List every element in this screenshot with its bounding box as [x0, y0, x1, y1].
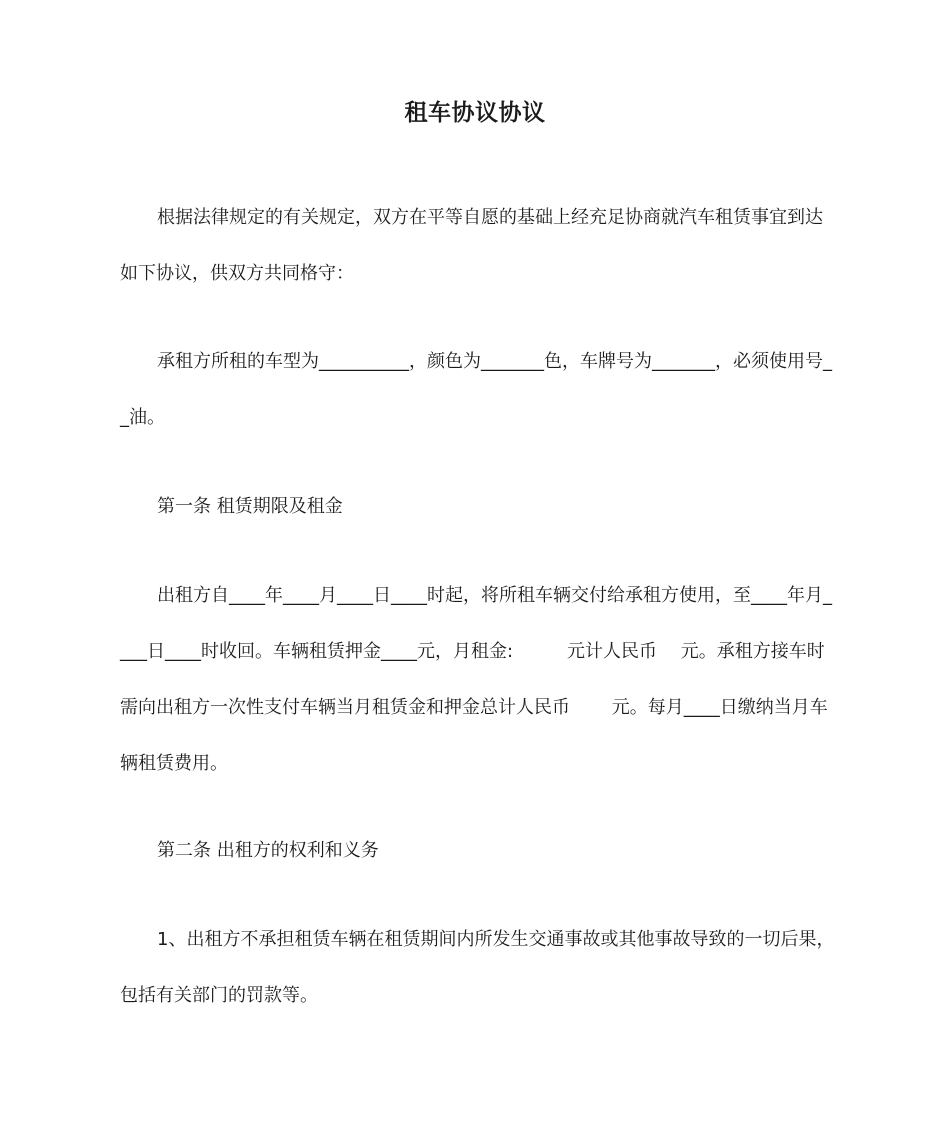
article-1-heading [120, 479, 840, 535]
intro-paragraph [120, 190, 840, 302]
document-title: 租车协议协议 [404, 100, 546, 126]
article-2-heading [120, 823, 840, 879]
article-2-heading-text: 第二条 出租方的权利和义务 [157, 840, 379, 861]
rental-term-text: 出租方自____年____月____日____时起，将所租车辆交付给承租方使用，至____年月____日____时收回。车辆租赁押金____元，月租金: 元计人民币 元。承租方接车时需向出租方一次性支付车辆当月租赁金和押金总计人民币 元。每月____日缴纳当月车辆租赁费用。 [120, 585, 832, 774]
intro-paragraph-text: 根据法律规定的有关规定，双方在平等自愿的基础上经充足协商就汽车租赁事宜到达如下协议，供双方共同格守： [120, 207, 823, 284]
lessor-obligation-text: 1、出租方不承担租赁车辆在租赁期间内所发生交通事故或其他事故导致的一切后果，包括有关部门的罚款等。 [120, 929, 835, 1006]
article-1-heading-text: 第一条 租赁期限及租金 [157, 496, 343, 517]
vehicle-info-text: 承租方所租的车型为__________，颜色为_______色，车牌号为_______，必须使用号__油。 [120, 351, 832, 428]
rental-term-paragraph [120, 568, 840, 792]
lessor-obligation-paragraph [120, 912, 840, 1024]
vehicle-info-paragraph [120, 334, 840, 446]
